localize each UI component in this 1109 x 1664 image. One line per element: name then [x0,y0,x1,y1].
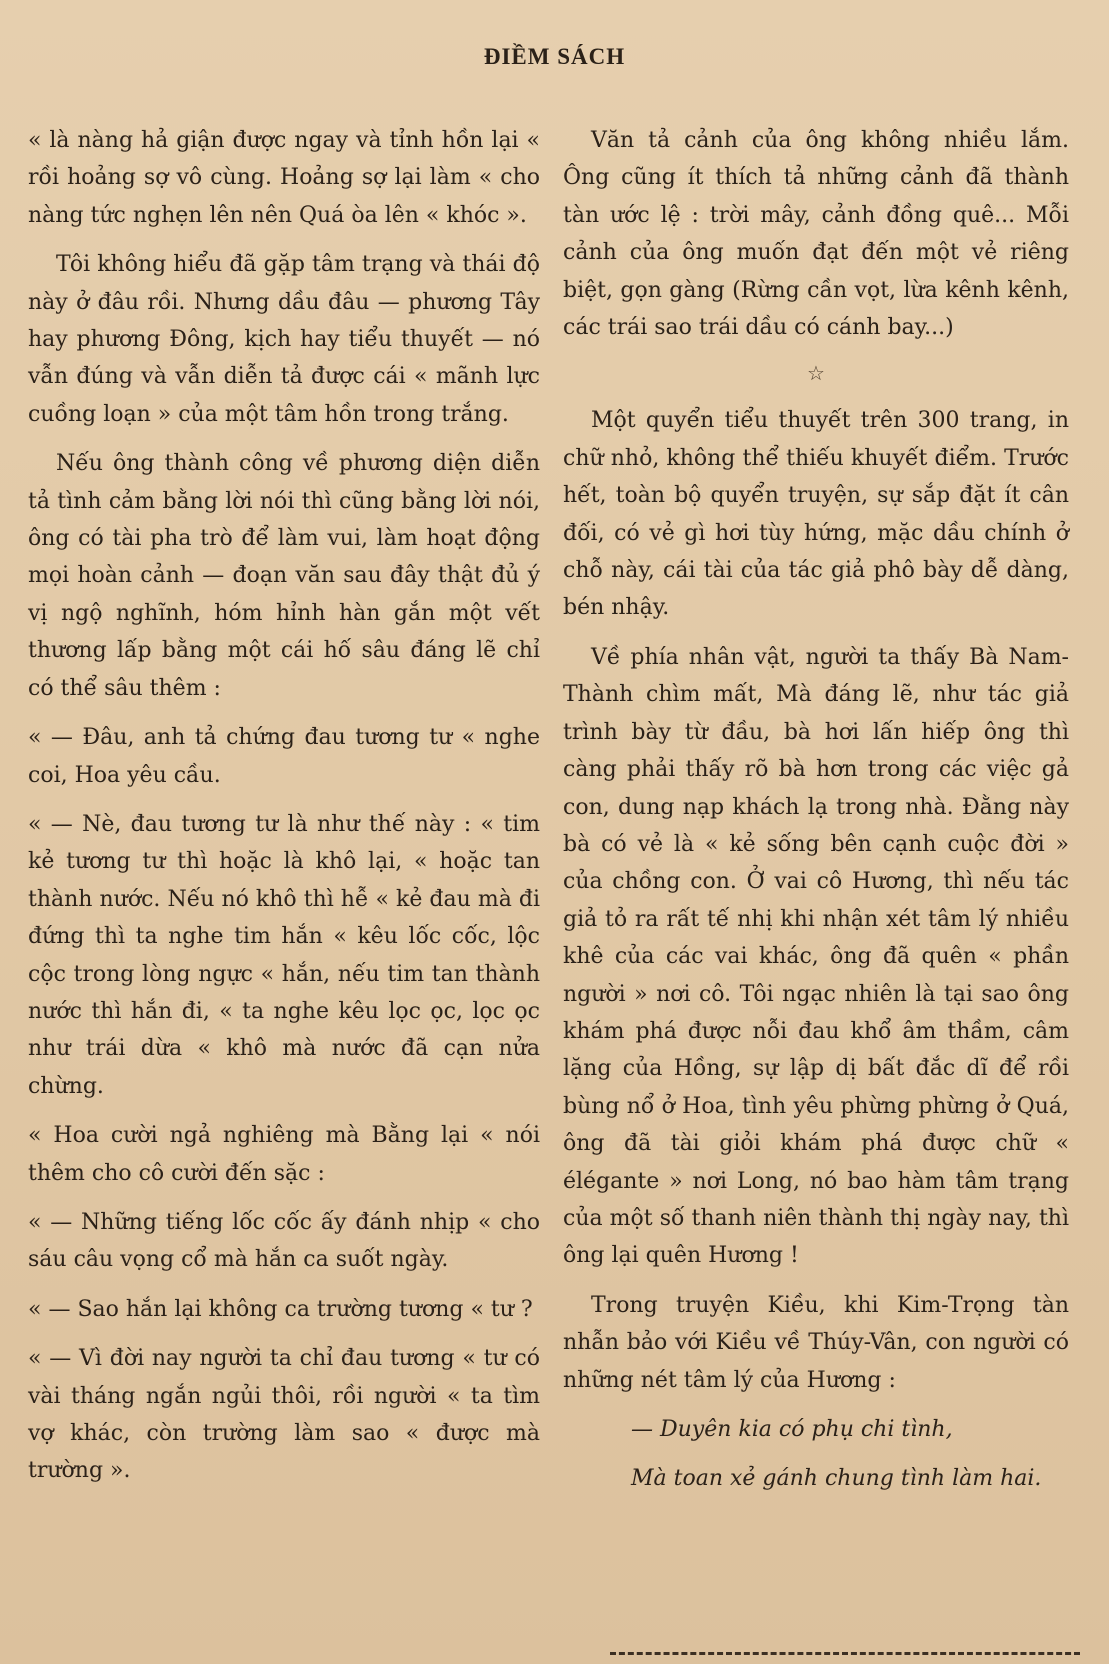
paragraph: Nếu ông thành công về phương diện diễn tả tình cảm bằng lời nói thì cũng bằng lời nói, ông có tài pha trò để làm vui, làm hoạt động mọi hoàn cảnh — đoạn văn sau đây thật đủ ý vị ngộ nghĩnh, hóm hỉnh hàn gắn một vết thương lấp bằng một cái hố sâu đáng lẽ chỉ có thể sâu thêm : [28,451,540,701]
verse-line: Mà toan xẻ gánh chung tình làm hai. [631,1466,1042,1492]
dialogue-paragraph: « — Vì đời nay người ta chỉ đau tương « tư có vài tháng ngắn ngủi thôi, rồi người « ta tìm vợ khác, còn trường làm sao « được mà trường ». [28,1346,540,1484]
dialogue-paragraph: « — Đâu, anh tả chứng đau tương tư « nghe coi, Hoa yêu cầu. [28,725,540,788]
section-break-star-icon: ☆ [807,361,825,386]
verse-quotation [563,1411,1069,1498]
left-column [28,122,540,1502]
dialogue-paragraph: « Hoa cười ngả nghiêng mà Bằng lại « nói thêm cho cô cười đến sặc : [28,1123,540,1186]
paragraph: Tôi không hiểu đã gặp tâm trạng và thái độ này ở đâu rồi. Nhưng dầu đâu — phương Tây hay phương Đông, kịch hay tiểu thuyết — nó vẫn đúng và vẫn diễn tả được cái « mãnh lực cuồng loạn » của một tâm hồn trong trắng. [28,252,540,427]
paragraph: Một quyển tiểu thuyết trên 300 trang, in chữ nhỏ, không thể thiếu khuyết điểm. Trước hết, toàn bộ quyển truyện, sự sắp đặt ít cân đối, có vẻ gì hơi tùy hứng, mặc dầu chính ở chỗ này, cái tài của tác giả phô bày dễ dàng, bén nhậy. [563,408,1069,621]
paragraph: Trong truyện Kiều, khi Kim-Trọng tàn nhẫn bảo với Kiều về Thúy-Vân, con người có những nét tâm lý của Hương : [563,1292,1069,1393]
right-column [563,122,1069,1510]
paragraph: « là nàng hả giận được ngay và tỉnh hồn lại « rồi hoảng sợ vô cùng. Hoảng sợ lại làm « cho nàng tức nghẹn lên nên Quá òa lên « khóc ». [28,128,540,228]
bottom-divider [610,1652,1080,1655]
paragraph: Văn tả cảnh của ông không nhiều lắm. Ông cũng ít thích tả những cảnh đã thành tàn ước lệ : trời mây, cảnh đồng quê... Mỗi cảnh của ông muốn đạt đến một vẻ riêng biệt, gọn gàng (Rừng cần vọt, lừa kênh kênh, các trái sao trái dầu có cánh bay...) [563,128,1069,341]
dialogue-paragraph: « — Nè, đau tương tư là như thế này : « tim kẻ tương tư thì hoặc là khô lại, « hoặc tan thành nước. Nếu nó khô thì hễ « kẻ đau mà đi đứng thì ta nghe tim hắn « kêu lốc cốc, lộc cộc trong lòng ngực « hắn, nếu tim tan thành nước thì hắn đi, « ta nghe kêu lọc ọc, lọc ọc như trái dừa « khô mà nước đã cạn nửa chừng. [28,811,540,1099]
dialogue-paragraph: « — Những tiếng lốc cốc ấy đánh nhịp « cho sáu câu vọng cổ mà hắn ca suốt ngày. [28,1209,540,1273]
paragraph: Về phía nhân vật, người ta thấy Bà Nam-Thành chìm mất, Mà đáng lẽ, như tác giả trình bày từ đầu, bà hơi lấn hiếp ông thì càng phải thấy rõ bà hơn trong các việc gả con, dung nạp khách lạ trong nhà. Đằng này bà có vẻ là « kẻ sống bên cạnh cuộc đời » của chồng con. Ở vai cô Hương, thì nếu tác giả tỏ ra rất tế nhị khi nhận xét tâm lý nhiều khê của các vai khác, ông đã quên « phần người » nơi cô. Tôi ngạc nhiên là tại sao ông khám phá được nỗi đau khổ âm thầm, câm lặng của Hồng, sự lập dị bất đắc dĩ để rồi bùng nổ ở Hoa, tình yêu phừng phừng ở Quá, ông đã tài giỏi khám phá được chữ « élégante » nơi Long, nó bao hàm tâm trạng của một số thanh niên thành thị ngày nay, thì ông lại quên Hương ! [563,644,1069,1269]
running-header: ĐIỀM SÁCH [483,44,626,69]
dialogue-paragraph: « — Sao hắn lại không ca trường tương « tư ? [28,1296,533,1322]
verse-line: — Duyên kia có phụ chi tình, [631,1417,953,1442]
